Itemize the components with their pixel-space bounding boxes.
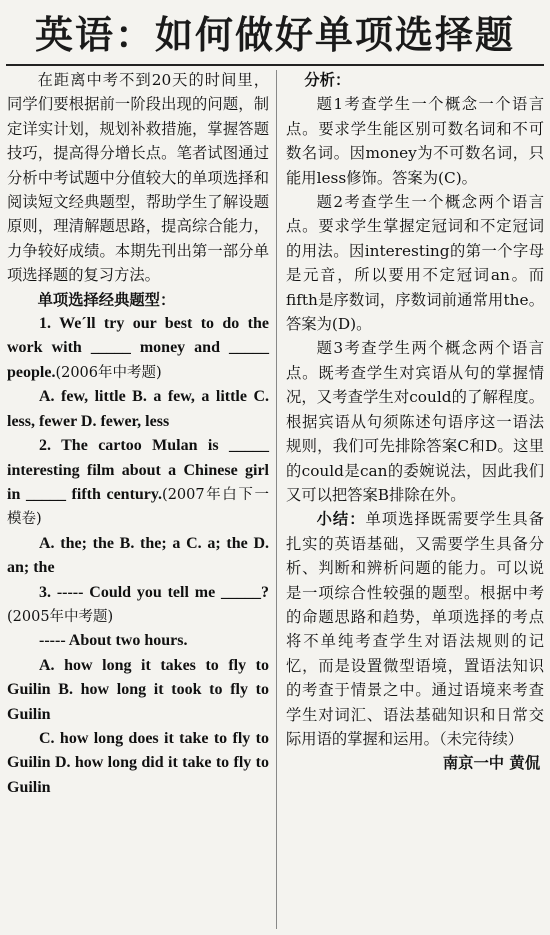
title-rule bbox=[6, 64, 544, 66]
section-heading: 单项选择经典题型： bbox=[37, 290, 176, 309]
analysis-2: 题2考查学生一个概念两个语言点。要求学生掌握定冠词和不定冠词的用法。因interesting的第一个字母是元音，所以要用不定冠词an。而fifth是序数词，序数词前通常用the。答案为(D)。 bbox=[286, 193, 544, 334]
question-3-stem: 3. ----- Could you tell me _____? bbox=[39, 583, 269, 601]
article-title: 英语：如何做好单项选择题 bbox=[34, 13, 515, 57]
right-column bbox=[286, 68, 544, 776]
question-2-stem: 2. The cartoo Mulan is _____ interesting film about a Chinese girl in _____ fifth century. bbox=[7, 437, 269, 503]
left-column bbox=[7, 68, 269, 800]
question-3-source: (2005年中考题) bbox=[7, 608, 114, 625]
question-3-options-cd: C. how long does it take to fly to Guilin D. how long did it take to fly to Guilin bbox=[7, 729, 269, 796]
column-divider bbox=[276, 70, 277, 929]
question-3-options-ab: A. how long it takes to fly to Guilin B. how long it took to fly to Guilin bbox=[7, 656, 269, 723]
intro-paragraph: 在距离中考不到20天的时间里，同学们要根据前一阶段出现的问题，制定详实计划，规划补救措施，掌握答题技巧，提高得分增长点。笔者试图通过分析中考试题中分值较大的单项选择和阅读短文经典题型，帮助学生了解设题原则，理清解题思路，提高综合能力，力争较好成绩。本期先刊出第一部分单项选择题的复习方法。 bbox=[7, 71, 269, 285]
question-1 bbox=[7, 312, 269, 385]
question-2-source: (2007年白下一模卷) bbox=[7, 486, 269, 528]
analysis-1: 题1考查学生一个概念一个语言点。要求学生能区别可数名词和不可数名词。因money为不可数名词，只能用less修饰。答案为(C)。 bbox=[286, 95, 544, 187]
question-1-stem: 1. We´ll try our best to do the work with _____ money and _____ people. bbox=[7, 315, 269, 381]
question-1-options: A. few, little B. a few, a little C. less, fewer D. fewer, less bbox=[7, 388, 269, 430]
question-2 bbox=[7, 434, 269, 532]
summary-text: 单项选择既需要学生具备扎实的英语基础，又需要学生具备分析、判断和辨析问题的能力。可以说是一项综合性较强的题型。根据中考的命题思路和趋势，单项选择的考点将不单纯考查学生对语法规则的记忆，而是设置微型语境，置语法知识的考查于情景之中。通过语境来考查学生对词汇、语法基础知识和日常交际用语的掌握和运用。（未完待续） bbox=[286, 510, 544, 748]
question-3 bbox=[7, 581, 269, 630]
question-1-source: (2006年中考题) bbox=[55, 364, 162, 381]
question-3-reply: ----- About two hours. bbox=[39, 632, 188, 650]
analysis-label: 分析： bbox=[304, 71, 351, 89]
author-signature: 南京一中 黄侃 bbox=[442, 754, 540, 773]
analysis-3: 题3考查学生两个概念两个语言点。既考查学生对宾语从句的掌握情况，又考查学生对could的了解程度。根据宾语从句须陈述句语序这一语法规则，我们可先排除答案C和D。这里的could是can的委婉说法，因此我们又可以把答案B排除在外。 bbox=[286, 339, 544, 504]
summary-label: 小结： bbox=[316, 510, 366, 529]
question-2-options: A. the; the B. the; a C. a; the D. an; the bbox=[7, 534, 269, 577]
summary-paragraph bbox=[286, 507, 544, 751]
